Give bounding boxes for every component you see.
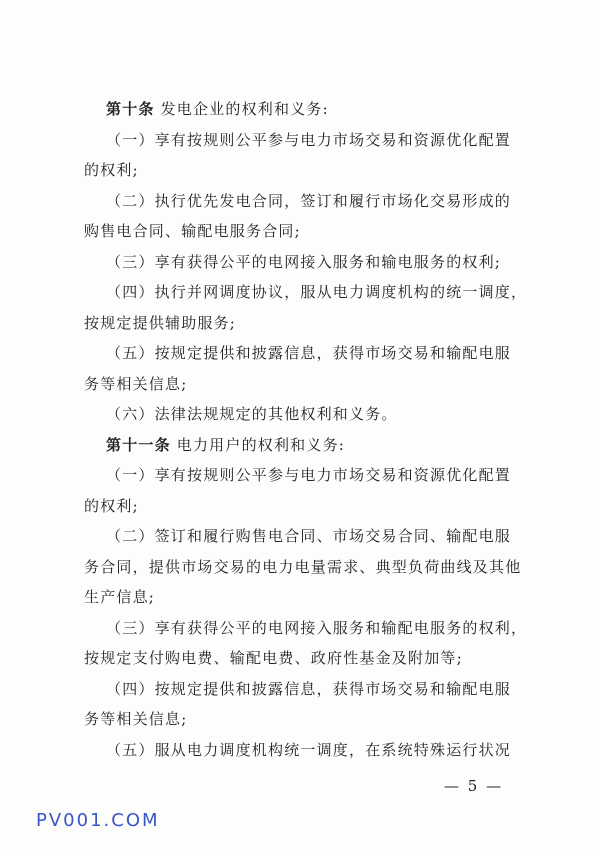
paragraph-line: 生产信息; — [84, 588, 156, 606]
paragraph-line: （一）享有按规则公平参与电力市场交易和资源优化配置 — [106, 466, 512, 484]
paragraph-line: 的权利; — [84, 161, 139, 179]
paragraph-line: 按规定支付购电费、输配电费、政府性基金及附加等; — [84, 649, 463, 667]
paragraph-line: （二）签订和履行购售电合同、市场交易合同、输配电服 — [106, 527, 512, 545]
paragraph-line: 务等相关信息; — [84, 374, 188, 393]
watermark: PV001.COM — [36, 810, 160, 831]
paragraph-line: 务合同，提供市场交易的电力电量需求、典型负荷曲线及其他 — [84, 557, 522, 576]
paragraph-line: 的权利; — [84, 496, 139, 515]
page-number: — 5 — — [444, 777, 504, 795]
article-number: 第十一条 — [106, 435, 171, 454]
paragraph-line: （二）执行优先发电合同，签订和履行市场化交易形成的 — [106, 191, 512, 210]
paragraph-line: 按规定提供辅助服务; — [84, 313, 237, 332]
paragraph-line: （五）服从电力调度机构统一调度，在系统特殊运行状况 — [106, 740, 512, 759]
article-10-heading — [106, 100, 329, 118]
paragraph-line: 购售电合同、输配电服务合同; — [84, 222, 301, 240]
paragraph-line: 务等相关信息; — [84, 710, 188, 728]
article-title: 电力用户的权利和义务: — [176, 435, 346, 454]
paragraph-line: （三）享有获得公平的电网接入服务和输配电服务的权利， — [106, 618, 528, 637]
article-11-heading — [106, 436, 345, 454]
paragraph-line: （六）法律法规规定的其他权利和义务。 — [106, 405, 398, 423]
paragraph-line: （一）享有按规则公平参与电力市场交易和资源优化配置 — [106, 130, 512, 149]
article-number: 第十条 — [106, 100, 155, 118]
paragraph-line: （五）按规定提供和披露信息，获得市场交易和输配电服 — [106, 344, 512, 362]
article-title: 发电企业的权利和义务: — [160, 100, 329, 118]
paragraph-line: （四）执行并网调度协议，服从电力调度机构的统一调度， — [106, 283, 528, 301]
paragraph-line: （三）享有获得公平的电网接入服务和输电服务的权利; — [106, 252, 502, 271]
paragraph-line: （四）按规定提供和披露信息，获得市场交易和输配电服 — [106, 679, 512, 698]
